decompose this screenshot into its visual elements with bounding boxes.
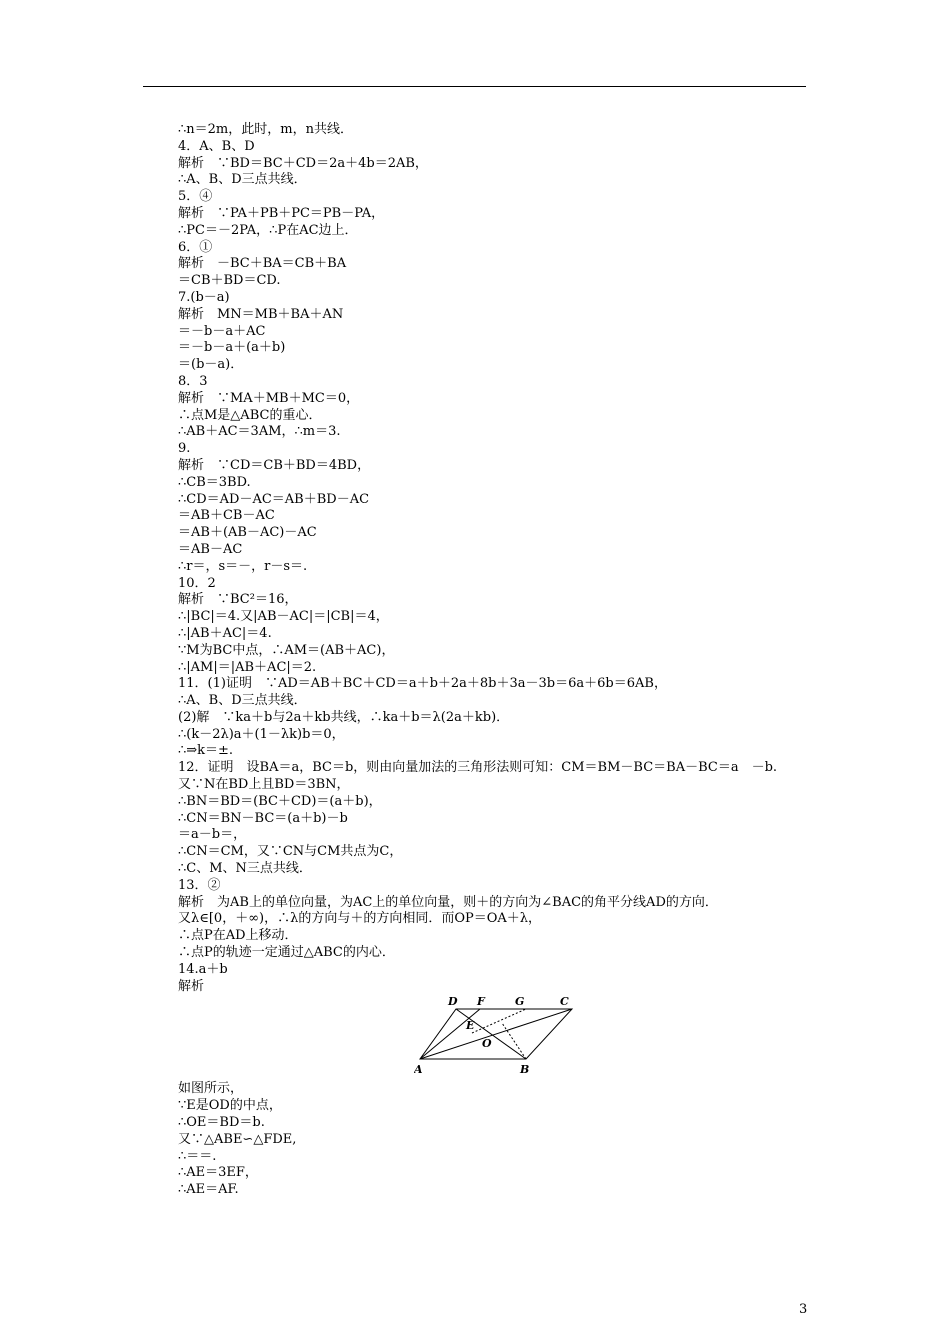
label-c: C (560, 995, 569, 1009)
text-line: ∴C、M、N三点共线． (178, 861, 312, 877)
text-line: ∴A、B、D三点共线． (178, 693, 307, 709)
text-line: ∴AB＋AC＝3AM，∴m＝3. (178, 424, 341, 440)
text-line: ∴CN＝BN－BC＝(a＋b)－b (178, 810, 348, 826)
text-line: ∴AE＝AF. (178, 1182, 239, 1198)
parallelogram-diagram (414, 995, 574, 1081)
text-line: ∵M为BC中点，∴AM＝(AB＋AC)， (178, 642, 395, 658)
text-line: 解析 为AB上的单位向量，为AC上的单位向量，则＋的方向为∠BAC的角平分线AD的方向． (178, 894, 718, 910)
text-line: 解析 ∵BC²＝16， (178, 592, 298, 608)
text-line: 13．② (178, 877, 221, 893)
text-line: ＝AB－AC (178, 541, 243, 557)
text-line: ∴点M是△ABC的重心． (178, 407, 322, 423)
solution-lines (178, 122, 808, 995)
text-line: ＝－b－a＋AC (178, 323, 266, 339)
text-line: 7.(b－a) (178, 289, 230, 305)
label-g: G (515, 995, 525, 1009)
solution-lines-after-figure (178, 1081, 808, 1199)
text-line: (2)解 ∵ka＋b与2a＋kb共线，∴ka＋b＝λ(2a＋kb)． (178, 709, 510, 725)
text-line: ＝a－b＝， (178, 827, 247, 843)
text-line: 9. (178, 441, 191, 457)
text-line: 解析 ∵MA＋MB＋MC＝0， (178, 390, 360, 406)
label-e: E (466, 1019, 475, 1033)
text-line: ∵E是OD的中点， (178, 1098, 282, 1114)
text-line: 解析 －BC＋BA＝CB＋BA (178, 256, 347, 272)
segment-eg-dashed (472, 1009, 526, 1033)
text-line: 又λ∈[0，＋∞)，∴λ的方向与＋的方向相同．而OP＝OA＋λ， (178, 911, 542, 927)
label-o: O (482, 1037, 492, 1051)
label-b: B (520, 1063, 530, 1077)
parallelogram-figure (178, 995, 808, 1081)
text-line: ∴OE＝BD＝b. (178, 1115, 265, 1131)
text-line: ∴A、B、D三点共线． (178, 172, 307, 188)
text-line: 11．(1)证明 ∵AD＝AB＋BC＋CD＝a＋b＋2a＋8b＋3a－3b＝6a＋6b＝6AB， (178, 676, 667, 692)
text-line: ∴n＝2m，此时，m，n共线． (178, 122, 353, 137)
text-line: 14.a＋b (178, 961, 228, 977)
text-line: 6．① (178, 239, 213, 255)
text-line: ∴CD＝AD－AC＝AB＋BD－AC (178, 491, 370, 507)
text-line: 12．证明 设BA＝a，BC＝b，则由向量加法的三角形法则可知：CM＝BM－BC＝BA－BC＝a －b. (178, 760, 778, 776)
text-line: 10．2 (178, 575, 216, 591)
text-line: 解析 ∵PA＋PB＋PC＝PB－PA， (178, 205, 385, 221)
text-line: ∴|AB＋AC|＝4. (178, 625, 272, 641)
text-line: 解析 ∵CD＝CB＋BD＝4BD， (178, 457, 371, 473)
header-rule (143, 86, 806, 87)
text-line: ∴CN＝CM，又∵CN与CM共点为C， (178, 844, 403, 860)
text-line: ∴BN＝BD＝(BC＋CD)＝(a＋b)， (178, 793, 382, 809)
label-a: A (414, 1063, 423, 1077)
text-line: ∴(k－2λ)a＋(1－λk)b＝0， (178, 726, 345, 742)
text-line: ∴点P在AD上移动． (178, 928, 298, 944)
diagonal-db (456, 1009, 526, 1059)
text-line: ∴r＝，s＝－，r－s＝. (178, 558, 308, 574)
text-line: 又∵N在BD上且BD＝3BN， (178, 777, 350, 793)
text-line: ∴PC＝－2PA，∴P在AC边上． (178, 222, 358, 238)
label-d: D (448, 995, 458, 1009)
text-line: ∴|BC|＝4.又|AB－AC|＝|CB|＝4， (178, 609, 389, 625)
text-line: 又∵△ABE∽△FDE, (178, 1131, 297, 1147)
text-line: 解析 ∵BD＝BC＋CD＝2a＋4b＝2AB， (178, 155, 428, 171)
text-line: 如图所示， (178, 1081, 244, 1097)
text-line: 解析 MN＝MB＋BA＋AN (178, 306, 344, 322)
text-line: ∴点P的轨迹一定通过△ABC的内心． (178, 945, 395, 961)
page-number: 3 (799, 1302, 808, 1317)
text-line: ∴CB＝3BD. (178, 474, 251, 490)
text-line: 解析 (178, 978, 205, 994)
text-line: 5．④ (178, 189, 213, 205)
text-line: ＝－b－a＋(a＋b) (178, 340, 286, 356)
text-line: ∴AE＝3EF， (178, 1165, 258, 1181)
text-line: ∴＝＝. (178, 1148, 217, 1164)
text-line: ∴|AM|＝|AB＋AC|＝2. (178, 659, 317, 675)
text-line: ＝AB＋CB－AC (178, 508, 275, 524)
text-line: ＝CB＋BD＝CD. (178, 273, 281, 289)
solution-content (178, 122, 808, 1199)
text-line: ＝AB＋(AB－AC)－AC (178, 525, 317, 541)
label-f: F (477, 995, 485, 1009)
text-line: 4．A、B、D (178, 138, 255, 154)
text-line: 8．3 (178, 373, 208, 389)
text-line: ∴⇒k＝±. (178, 743, 234, 759)
text-line: ＝(b－a)． (178, 357, 244, 373)
